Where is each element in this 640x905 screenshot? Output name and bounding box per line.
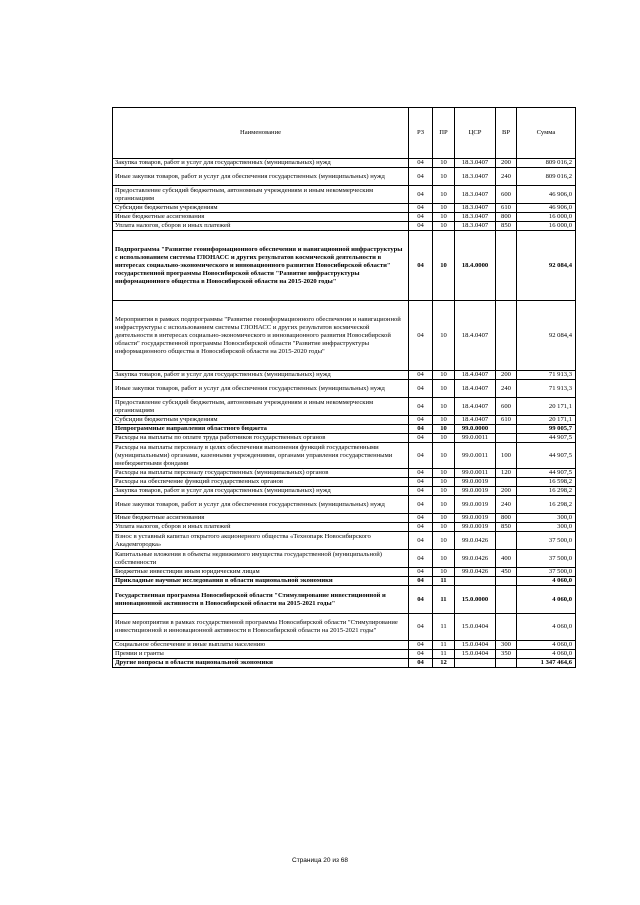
cell-rz: 04 bbox=[409, 641, 433, 650]
table-row bbox=[113, 586, 576, 614]
table-row bbox=[113, 568, 576, 577]
cell-rz: 04 bbox=[409, 168, 433, 186]
cell-vr: 300 bbox=[496, 641, 517, 650]
cell-csr bbox=[455, 577, 496, 586]
cell-csr: 18.4.0407 bbox=[455, 371, 496, 380]
cell-sum: 20 171,1 bbox=[517, 398, 576, 416]
cell-vr: 120 bbox=[496, 469, 517, 478]
cell-sum: 4 060,0 bbox=[517, 614, 576, 641]
cell-rz: 04 bbox=[409, 222, 433, 231]
cell-name: Уплата налогов, сборов и иных платежей bbox=[113, 523, 409, 532]
table-row bbox=[113, 159, 576, 168]
cell-vr: 450 bbox=[496, 568, 517, 577]
cell-pr: 11 bbox=[433, 650, 455, 659]
cell-name: Иные закупки товаров, работ и услуг для обеспечения государственных (муниципальных) нужд bbox=[113, 496, 409, 514]
cell-name: Бюджетные инвестиции иным юридическим лицам bbox=[113, 568, 409, 577]
cell-pr: 10 bbox=[433, 371, 455, 380]
cell-name: Субсидии бюджетным учреждениям bbox=[113, 416, 409, 425]
table-row bbox=[113, 550, 576, 568]
cell-pr: 10 bbox=[433, 478, 455, 487]
table-row bbox=[113, 398, 576, 416]
cell-rz: 04 bbox=[409, 568, 433, 577]
cell-pr: 10 bbox=[433, 222, 455, 231]
cell-vr: 610 bbox=[496, 204, 517, 213]
cell-rz: 04 bbox=[409, 514, 433, 523]
cell-rz: 04 bbox=[409, 416, 433, 425]
cell-vr: 610 bbox=[496, 416, 517, 425]
cell-rz: 04 bbox=[409, 523, 433, 532]
table-row bbox=[113, 213, 576, 222]
cell-csr: 15.0.0404 bbox=[455, 650, 496, 659]
cell-pr: 10 bbox=[433, 213, 455, 222]
cell-csr: 99.0.0426 bbox=[455, 550, 496, 568]
cell-vr bbox=[496, 532, 517, 550]
cell-rz: 04 bbox=[409, 496, 433, 514]
cell-name: Премии и гранты bbox=[113, 650, 409, 659]
cell-vr: 240 bbox=[496, 496, 517, 514]
cell-pr: 10 bbox=[433, 398, 455, 416]
cell-sum: 1 347 464,6 bbox=[517, 659, 576, 668]
cell-rz: 04 bbox=[409, 550, 433, 568]
cell-rz: 04 bbox=[409, 659, 433, 668]
table-row bbox=[113, 496, 576, 514]
cell-csr: 99.0.0019 bbox=[455, 478, 496, 487]
cell-sum: 809 016,2 bbox=[517, 168, 576, 186]
cell-sum: 46 906,0 bbox=[517, 186, 576, 204]
cell-sum: 300,0 bbox=[517, 514, 576, 523]
cell-vr: 200 bbox=[496, 487, 517, 496]
cell-sum: 16 598,2 bbox=[517, 478, 576, 487]
cell-pr: 10 bbox=[433, 523, 455, 532]
cell-vr: 800 bbox=[496, 213, 517, 222]
cell-rz: 04 bbox=[409, 577, 433, 586]
cell-name: Иные закупки товаров, работ и услуг для обеспечения государственных (муниципальных) нужд bbox=[113, 168, 409, 186]
cell-pr: 10 bbox=[433, 186, 455, 204]
table-row bbox=[113, 204, 576, 213]
cell-vr: 240 bbox=[496, 380, 517, 398]
cell-name: Взнос в уставный капитал открытого акционерного общества «Технопарк Новосибирского Академгородка» bbox=[113, 532, 409, 550]
cell-name: Другие вопросы в области национальной экономики bbox=[113, 659, 409, 668]
cell-name: Прикладные научные исследования в области национальной экономики bbox=[113, 577, 409, 586]
table-row bbox=[113, 478, 576, 487]
cell-vr: 850 bbox=[496, 523, 517, 532]
table-row bbox=[113, 532, 576, 550]
cell-sum: 4 060,0 bbox=[517, 641, 576, 650]
cell-vr bbox=[496, 586, 517, 614]
cell-csr: 18.4.0407 bbox=[455, 416, 496, 425]
cell-name: Мероприятия в рамках подпрограммы "Развитие геоинформационного обеспечения и навигационной инфраструктуры с использованием системы ГЛОНАСС и других результатов космической деятельности в интересах социально-экономического и инновационного развития Новосибирской области" государственной программы Новосибирской области "Развитие инфраструктуры информационного общества в Новосибирской области на 2015-2020 годы" bbox=[113, 301, 409, 371]
cell-name: Иные мероприятия в рамках государственной программы Новосибирской области "Стимулирование инвестиционной и инновационной активности в Новосибирской области на 2015-2021 годы" bbox=[113, 614, 409, 641]
cell-pr: 10 bbox=[433, 487, 455, 496]
cell-name: Расходы на выплаты персоналу в целях обеспечения выполнения функций государственными (муниципальными) органами, казенными учреждениями, органами управления государственными внебюджетными фондами bbox=[113, 443, 409, 469]
cell-vr bbox=[496, 659, 517, 668]
cell-vr: 800 bbox=[496, 514, 517, 523]
cell-rz: 04 bbox=[409, 371, 433, 380]
table-row bbox=[113, 434, 576, 443]
table-row bbox=[113, 614, 576, 641]
cell-vr bbox=[496, 301, 517, 371]
cell-name: Социальное обеспечение и иные выплаты населению bbox=[113, 641, 409, 650]
cell-pr: 10 bbox=[433, 532, 455, 550]
cell-vr bbox=[496, 614, 517, 641]
cell-name: Капитальные вложения в объекты недвижимого имущества государственной (муниципальной) собственности bbox=[113, 550, 409, 568]
cell-vr bbox=[496, 434, 517, 443]
cell-pr: 10 bbox=[433, 514, 455, 523]
cell-sum: 44 907,5 bbox=[517, 434, 576, 443]
cell-pr: 11 bbox=[433, 641, 455, 650]
cell-pr: 10 bbox=[433, 469, 455, 478]
header-name: Наименование bbox=[113, 108, 409, 159]
table-row bbox=[113, 514, 576, 523]
cell-name: Иные бюджетные ассигнования bbox=[113, 514, 409, 523]
table-row bbox=[113, 425, 576, 434]
cell-vr: 600 bbox=[496, 186, 517, 204]
cell-csr: 18.3.0407 bbox=[455, 222, 496, 231]
budget-table bbox=[112, 107, 576, 668]
table-row bbox=[113, 577, 576, 586]
cell-sum: 16 000,0 bbox=[517, 222, 576, 231]
cell-pr: 10 bbox=[433, 568, 455, 577]
table-row bbox=[113, 416, 576, 425]
cell-pr: 10 bbox=[433, 550, 455, 568]
cell-name: Подпрограмма "Развитие геоинформационного обеспечения и навигационной инфраструктуры с использованием системы ГЛОНАСС и других результатов космической деятельности в интересах социально-экономического и инновационного развития Новосибирской области" государственной программы Новосибирской области "Развитие инфраструктуры информационного общества в Новосибирской области на 2015-2020 годы" bbox=[113, 231, 409, 301]
cell-csr: 99.0.0019 bbox=[455, 487, 496, 496]
cell-name: Закупка товаров, работ и услуг для государственных (муниципальных) нужд bbox=[113, 159, 409, 168]
cell-name: Предоставление субсидий бюджетным, автономным учреждениям и иным некоммерческим организациям bbox=[113, 186, 409, 204]
cell-vr: 200 bbox=[496, 371, 517, 380]
cell-pr: 10 bbox=[433, 443, 455, 469]
cell-pr: 10 bbox=[433, 159, 455, 168]
cell-sum: 809 016,2 bbox=[517, 159, 576, 168]
cell-vr: 200 bbox=[496, 159, 517, 168]
cell-pr: 10 bbox=[433, 301, 455, 371]
cell-csr: 18.3.0407 bbox=[455, 186, 496, 204]
cell-rz: 04 bbox=[409, 478, 433, 487]
table-row bbox=[113, 641, 576, 650]
cell-vr: 850 bbox=[496, 222, 517, 231]
cell-rz: 04 bbox=[409, 443, 433, 469]
cell-csr: 99.0.0011 bbox=[455, 434, 496, 443]
cell-csr: 18.3.0407 bbox=[455, 159, 496, 168]
cell-sum: 44 907,5 bbox=[517, 469, 576, 478]
cell-sum: 44 907,5 bbox=[517, 443, 576, 469]
cell-pr: 11 bbox=[433, 586, 455, 614]
cell-csr: 18.3.0407 bbox=[455, 168, 496, 186]
cell-vr bbox=[496, 231, 517, 301]
cell-csr: 15.0.0000 bbox=[455, 586, 496, 614]
cell-csr: 99.0.0019 bbox=[455, 496, 496, 514]
table-row bbox=[113, 371, 576, 380]
cell-pr: 10 bbox=[433, 231, 455, 301]
cell-rz: 04 bbox=[409, 231, 433, 301]
cell-name: Иные бюджетные ассигнования bbox=[113, 213, 409, 222]
header-sum: Сумма bbox=[517, 108, 576, 159]
cell-csr: 15.0.0404 bbox=[455, 641, 496, 650]
table-row bbox=[113, 650, 576, 659]
cell-rz: 04 bbox=[409, 586, 433, 614]
cell-rz: 04 bbox=[409, 487, 433, 496]
cell-sum: 37 500,0 bbox=[517, 568, 576, 577]
page-number: Страница 20 из 68 bbox=[292, 857, 348, 864]
cell-sum: 16 298,2 bbox=[517, 487, 576, 496]
cell-vr: 600 bbox=[496, 398, 517, 416]
cell-name: Расходы на выплаты персоналу государственных (муниципальных) органов bbox=[113, 469, 409, 478]
table-row bbox=[113, 301, 576, 371]
cell-csr: 18.4.0000 bbox=[455, 231, 496, 301]
table-row bbox=[113, 469, 576, 478]
cell-rz: 04 bbox=[409, 650, 433, 659]
cell-csr: 15.0.0404 bbox=[455, 614, 496, 641]
cell-rz: 04 bbox=[409, 159, 433, 168]
cell-rz: 04 bbox=[409, 434, 433, 443]
cell-csr: 18.4.0407 bbox=[455, 398, 496, 416]
cell-sum: 92 084,4 bbox=[517, 301, 576, 371]
cell-csr: 99.0.0426 bbox=[455, 532, 496, 550]
cell-rz: 04 bbox=[409, 398, 433, 416]
cell-vr bbox=[496, 478, 517, 487]
table-row bbox=[113, 222, 576, 231]
cell-vr: 400 bbox=[496, 550, 517, 568]
cell-sum: 4 060,0 bbox=[517, 577, 576, 586]
cell-name: Иные закупки товаров, работ и услуг для обеспечения государственных (муниципальных) нужд bbox=[113, 380, 409, 398]
table-row bbox=[113, 168, 576, 186]
cell-sum: 46 906,0 bbox=[517, 204, 576, 213]
header-vr: ВР bbox=[496, 108, 517, 159]
cell-rz: 04 bbox=[409, 469, 433, 478]
header-rz: РЗ bbox=[409, 108, 433, 159]
cell-sum: 16 298,2 bbox=[517, 496, 576, 514]
cell-csr: 18.3.0407 bbox=[455, 213, 496, 222]
cell-sum: 37 500,0 bbox=[517, 532, 576, 550]
table-row bbox=[113, 487, 576, 496]
cell-pr: 10 bbox=[433, 496, 455, 514]
header-csr: ЦСР bbox=[455, 108, 496, 159]
cell-sum: 4 060,0 bbox=[517, 650, 576, 659]
cell-vr: 100 bbox=[496, 443, 517, 469]
cell-csr: 99.0.0011 bbox=[455, 469, 496, 478]
cell-rz: 04 bbox=[409, 204, 433, 213]
cell-sum: 71 913,3 bbox=[517, 371, 576, 380]
cell-vr: 240 bbox=[496, 168, 517, 186]
cell-name: Закупка товаров, работ и услуг для государственных (муниципальных) нужд bbox=[113, 371, 409, 380]
table-row bbox=[113, 659, 576, 668]
cell-pr: 10 bbox=[433, 380, 455, 398]
cell-vr bbox=[496, 577, 517, 586]
cell-sum: 300,0 bbox=[517, 523, 576, 532]
cell-csr: 99.0.0019 bbox=[455, 514, 496, 523]
cell-sum: 37 500,0 bbox=[517, 550, 576, 568]
cell-pr: 11 bbox=[433, 614, 455, 641]
table-row bbox=[113, 380, 576, 398]
cell-csr: 99.0.0019 bbox=[455, 523, 496, 532]
cell-pr: 10 bbox=[433, 434, 455, 443]
cell-csr bbox=[455, 659, 496, 668]
cell-rz: 04 bbox=[409, 380, 433, 398]
cell-vr bbox=[496, 425, 517, 434]
cell-sum: 71 913,3 bbox=[517, 380, 576, 398]
cell-name: Закупка товаров, работ и услуг для государственных (муниципальных) нужд bbox=[113, 487, 409, 496]
cell-vr: 350 bbox=[496, 650, 517, 659]
cell-name: Расходы на выплаты по оплате труда работников государственных органов bbox=[113, 434, 409, 443]
cell-csr: 18.4.0407 bbox=[455, 380, 496, 398]
cell-name: Расходы на обеспечение функций государственных органов bbox=[113, 478, 409, 487]
cell-name: Предоставление субсидий бюджетным, автономным учреждениям и иным некоммерческим организациям bbox=[113, 398, 409, 416]
cell-rz: 04 bbox=[409, 532, 433, 550]
cell-sum: 16 000,0 bbox=[517, 213, 576, 222]
cell-pr: 11 bbox=[433, 577, 455, 586]
table-row bbox=[113, 443, 576, 469]
cell-csr: 18.4.0407 bbox=[455, 301, 496, 371]
table-header-row bbox=[113, 108, 576, 159]
cell-sum: 92 084,4 bbox=[517, 231, 576, 301]
cell-rz: 04 bbox=[409, 186, 433, 204]
cell-pr: 12 bbox=[433, 659, 455, 668]
cell-csr: 99.0.0011 bbox=[455, 443, 496, 469]
table-row bbox=[113, 186, 576, 204]
cell-pr: 10 bbox=[433, 425, 455, 434]
table-row bbox=[113, 231, 576, 301]
cell-rz: 04 bbox=[409, 301, 433, 371]
cell-rz: 04 bbox=[409, 614, 433, 641]
cell-name: Уплата налогов, сборов и иных платежей bbox=[113, 222, 409, 231]
cell-pr: 10 bbox=[433, 416, 455, 425]
cell-name: Субсидии бюджетным учреждениям bbox=[113, 204, 409, 213]
cell-sum: 99 005,7 bbox=[517, 425, 576, 434]
cell-pr: 10 bbox=[433, 168, 455, 186]
cell-name: Непрограммные направления областного бюджета bbox=[113, 425, 409, 434]
cell-pr: 10 bbox=[433, 204, 455, 213]
table-row bbox=[113, 523, 576, 532]
cell-rz: 04 bbox=[409, 213, 433, 222]
cell-csr: 99.0.0426 bbox=[455, 568, 496, 577]
cell-csr: 99.0.0000 bbox=[455, 425, 496, 434]
cell-name: Государственная программа Новосибирской области "Стимулирование инвестиционной и инновационной активности в Новосибирской области на 2015-2021 годы" bbox=[113, 586, 409, 614]
cell-rz: 04 bbox=[409, 425, 433, 434]
cell-csr: 18.3.0407 bbox=[455, 204, 496, 213]
cell-sum: 4 060,0 bbox=[517, 586, 576, 614]
cell-sum: 20 171,1 bbox=[517, 416, 576, 425]
header-pr: ПР bbox=[433, 108, 455, 159]
